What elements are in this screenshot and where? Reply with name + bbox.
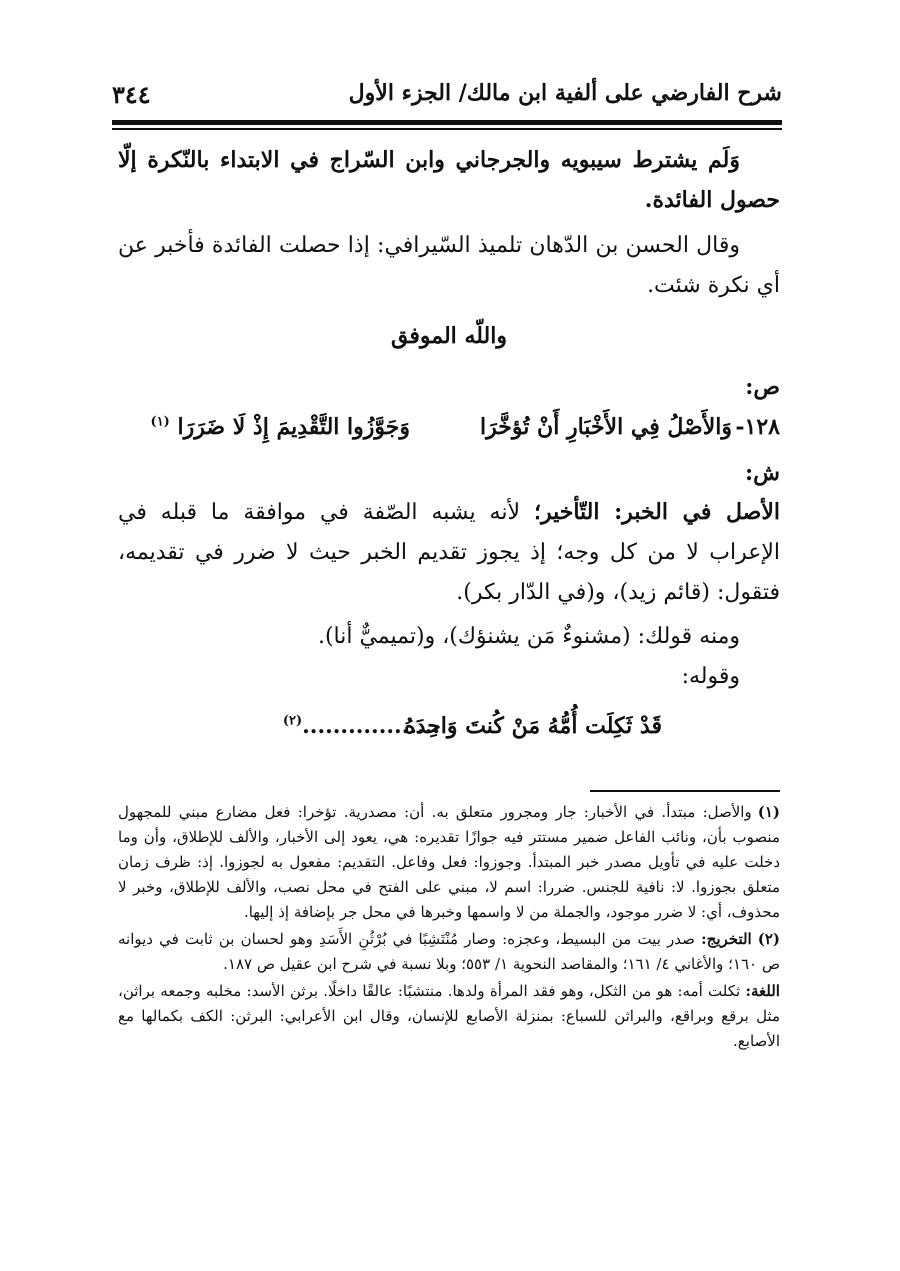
footnote-rule xyxy=(590,790,780,792)
commentary-rest: لأنه يشبه الصّفة في موافقة ما قبله في الإعراب لا من كل وجه؛ إذ يجوز تقديم الخبر حيث لا ضرر في تقديمه، فتقول: (قائم زيد)، و(في الدّار بكر). xyxy=(118,500,780,605)
commentary-paragraph xyxy=(118,492,780,613)
footnote-1 xyxy=(118,800,780,925)
label-sad: ص: xyxy=(745,374,780,400)
footnote-language-heading: اللغة: xyxy=(745,982,780,1000)
quote-text: قَدْ ثَكِلَت أُمُّهُ مَنْ كُنتَ وَاحِدَهُ xyxy=(404,713,662,739)
header-rule-thick xyxy=(112,120,782,125)
verse-number: ١٢٨- xyxy=(735,414,780,440)
page-number: ٣٤٤ xyxy=(112,80,151,109)
footnote-ref-1[interactable]: (١) xyxy=(150,414,170,430)
main-text xyxy=(118,140,780,755)
and-his-saying: وقوله: xyxy=(681,664,740,689)
footnote-1-text: والأصل: مبتدأ. في الأخبار: جار ومجرور متعلق به. أن: مصدرية. تؤخرا: فعل مضارع مبني للمجهول منصوب بأن، ونائب الفاعل ضمير مستتر فيه جوازًا تقديره: هي، يعود إلى الأخبار، والألف للإطلاق، وأن وما دخلت عليه في تأويل مصدر خبر المبتدأ. وجوزوا: فعل وفاعل. التقديم: مفعول به لجوزوا. إذ: ظرف زمان متعلق بجوزوا. لا: نافية للجنس. ضررا: اسم لا، مبني على الفتح في محل نصب، والألف للإطلاق، وخبر لا محذوف، أي: لا ضرر موجود، والجملة من لا واسمها وخبرها في محل جر بإضافة إذ إليها. xyxy=(118,803,780,921)
quote-ellipsis xyxy=(283,713,440,739)
footnote-2-number: (٢) xyxy=(757,930,781,948)
label-shin: ش: xyxy=(745,460,780,486)
footnote-ref-2[interactable]: (٢) xyxy=(282,713,303,729)
footnote-2-heading: التخريج: xyxy=(701,930,752,948)
footnote-1-number: (١) xyxy=(757,803,780,821)
header-rule-thin xyxy=(112,128,782,130)
quote-dots-text: .................. xyxy=(302,713,440,739)
page-header xyxy=(112,78,782,118)
running-title: شرح الفارضي على ألفية ابن مالك/ الجزء الأول xyxy=(348,80,782,106)
verse-hemistich-2 xyxy=(151,414,410,440)
footnote-language xyxy=(118,979,780,1054)
paragraph-1: وَلَم يشترط سيبويه والجرجاني وابن السّراج في الابتداء بالنّكرة إلّا حصول الفائدة. xyxy=(118,147,780,213)
verse-hemistich-1: وَالأَصْلُ فِي الأَخْبَارِ أَنْ تُؤخَّرَا xyxy=(480,414,732,440)
closing-phrase: واللّه الموفق xyxy=(391,323,507,349)
paragraph-2: وقال الحسن بن الدّهان تلميذ السّيرافي: إذا حصلت الفائدة فأخبر عن أي نكرة شئت. xyxy=(118,233,780,298)
example-line: ومنه قولك: (مشنوءٌ مَن يشنؤك)، و(تميميٌّ أنا). xyxy=(317,624,740,649)
quoted-verse xyxy=(118,709,780,755)
verse-line xyxy=(118,408,780,454)
footnote-2 xyxy=(118,927,780,977)
verse-hemistich-2-text: وَجَوَّزُوا التَّقْدِيمَ إِذْ لَا ضَرَرَا xyxy=(177,414,410,440)
commentary-lead: الأصل في الخبر: التّأخير؛ xyxy=(533,499,781,525)
footnote-2-text: صدر بيت من البسيط، وعجزه: وصار مُنْتَشِبًا في بُرْثُنِ الأَسَدِ وهو لحسان بن ثابت في ديوانه ص ١٦٠؛ والأغاني ٤/ ١٦١؛ والمقاصد النحوية ١/ ٥٥٣؛ وبلا نسبة في شرح ابن عقيل ص ١٨٧. xyxy=(118,930,780,973)
footnotes xyxy=(118,800,780,1056)
footnote-language-text: ثكلت أمه: هو من الثكل، وهو فقد المرأة ولدها. منتشبًا: عالقًا داخلًا. برثن الأسد: مخلبه وجمعه براثن، مثل برقع وبراقع، والبراثن للسباع: بمنزلة الأصابع للإنسان، وقال ابن الأعرابي: البرثن: الكف بكمالها مع الأصابع. xyxy=(118,982,780,1050)
